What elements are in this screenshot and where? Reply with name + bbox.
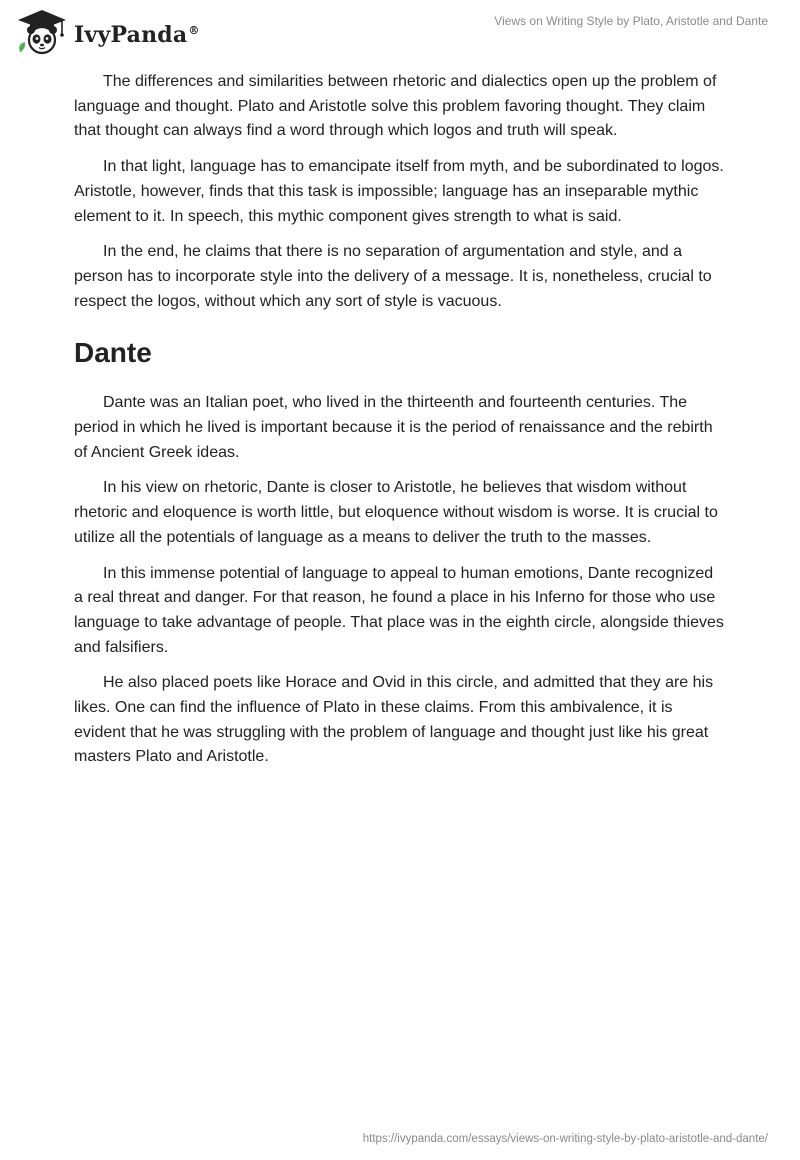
- source-url-link[interactable]: https://ivypanda.com/essays/views-on-writing-style-by-plato-aristotle-and-dante/: [362, 1133, 768, 1145]
- paragraph: Dante was an Italian poet, who lived in the thirteenth and fourteenth centuries. The period in which he lived is important because it is the period of renaissance and the rebirth of Ancient Greek ideas.: [74, 394, 713, 461]
- brand-name: IvyPanda®: [74, 22, 200, 48]
- essay-body: [74, 70, 724, 781]
- paragraph: The differences and similarities between rhetoric and dialectics open up the problem of language and thought. Plato and Aristotle solve this problem favoring thought. They claim that thought can always find a word through which logos and truth will speak.: [74, 73, 717, 140]
- panda-graduate-icon: [14, 8, 70, 56]
- paragraph: In that light, language has to emancipate itself from myth, and be subordinated to logos. Aristotle, however, finds that this task is impossible; language has an inseparable mythic element to it. In speech, this mythic component gives strength to what is said.: [74, 158, 724, 225]
- paragraph: In his view on rhetoric, Dante is closer to Aristotle, he believes that wisdom without rhetoric and eloquence is worth little, but eloquence without wisdom is worse. It is crucial to utilize all the potentials of language as a means to deliver the truth to the masses.: [74, 479, 718, 546]
- page-header: [0, 0, 800, 62]
- paragraph: He also placed poets like Horace and Ovid in this circle, and admitted that they are his likes. One can find the influence of Plato in these claims. From this ambivalence, it is evident that he was struggling with the problem of language and thought just like his great masters Plato and Aristotle.: [74, 674, 714, 766]
- section-heading-dante: Dante: [74, 337, 152, 369]
- paragraph: In this immense potential of language to appeal to human emotions, Dante recognized a real threat and danger. For that reason, he found a place in his Inferno for those who use language to take advantage of people. That place was in the eighth circle, alongside thieves and falsifiers.: [74, 564, 724, 656]
- document-title: Views on Writing Style by Plato, Aristotle and Dante: [494, 14, 768, 28]
- paragraph: In the end, he claims that there is no separation of argumentation and style, and a person has to incorporate style into the delivery of a message. It is, nonetheless, crucial to respect the logos, without which any sort of style is vacuous.: [74, 243, 712, 310]
- ivypanda-logo[interactable]: [14, 8, 200, 56]
